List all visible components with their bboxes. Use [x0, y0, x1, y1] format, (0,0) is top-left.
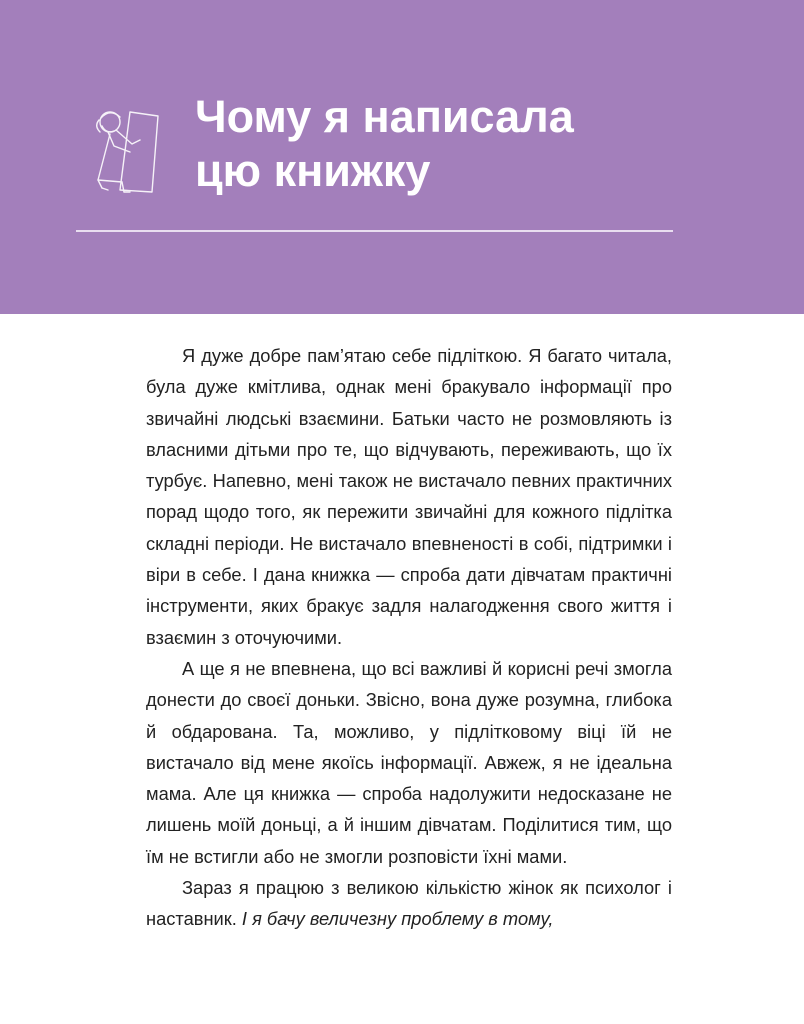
page-title	[195, 90, 574, 198]
paragraph-3-italic: І я бачу величезну проблему в тому,	[241, 908, 554, 930]
paragraph-3-plain: Зараз я працюю з великою кількістю жінок як психолог і наставник.	[146, 877, 672, 930]
title-line-1: Чому я написала	[195, 91, 574, 142]
paragraph-3	[146, 872, 672, 935]
body-text	[146, 340, 672, 935]
title-divider	[76, 230, 673, 232]
paragraph-1: Я дуже добре пам’ятаю себе підліткою. Я багато читала, була дуже кмітлива, однак мені бракувало інформації про звичайні людські взаємини. Батьки часто не розмовляють із власними дітьми про те, що відчувають, переживають, що їх турбує. Напевно, мені також не вистачало певних практичних порад щодо того, як пережити звичайні для кожного підлітка складні періоди. Не вистачало впевненості в собі, підтримки і віри в себе. І дана книжка — спроба дати дівчатам практичні інструменти, яких бракує задля налагодження свого життя і взаємин з оточуючими.	[146, 345, 672, 648]
paragraph-2: А ще я не впевнена, що всі важливі й корисні речі змогла донести до своєї доньки. Звісно, вона дуже розумна, глибока й обдарована. Та, можливо, у підлітковому віці їй не вистачало від мене якоїсь інформації. Авжеж, я не ідеальна мама. Але ця книжка — спроба надолужити недосказане не лишень моїй доньці, а й іншим дівчатам. Поділитися тим, що їм не встигли або не змогли розповісти їхні мами.	[146, 657, 672, 867]
girl-with-paper-icon	[80, 100, 175, 200]
title-line-2: цю книжку	[195, 145, 431, 196]
header-banner	[0, 0, 804, 314]
